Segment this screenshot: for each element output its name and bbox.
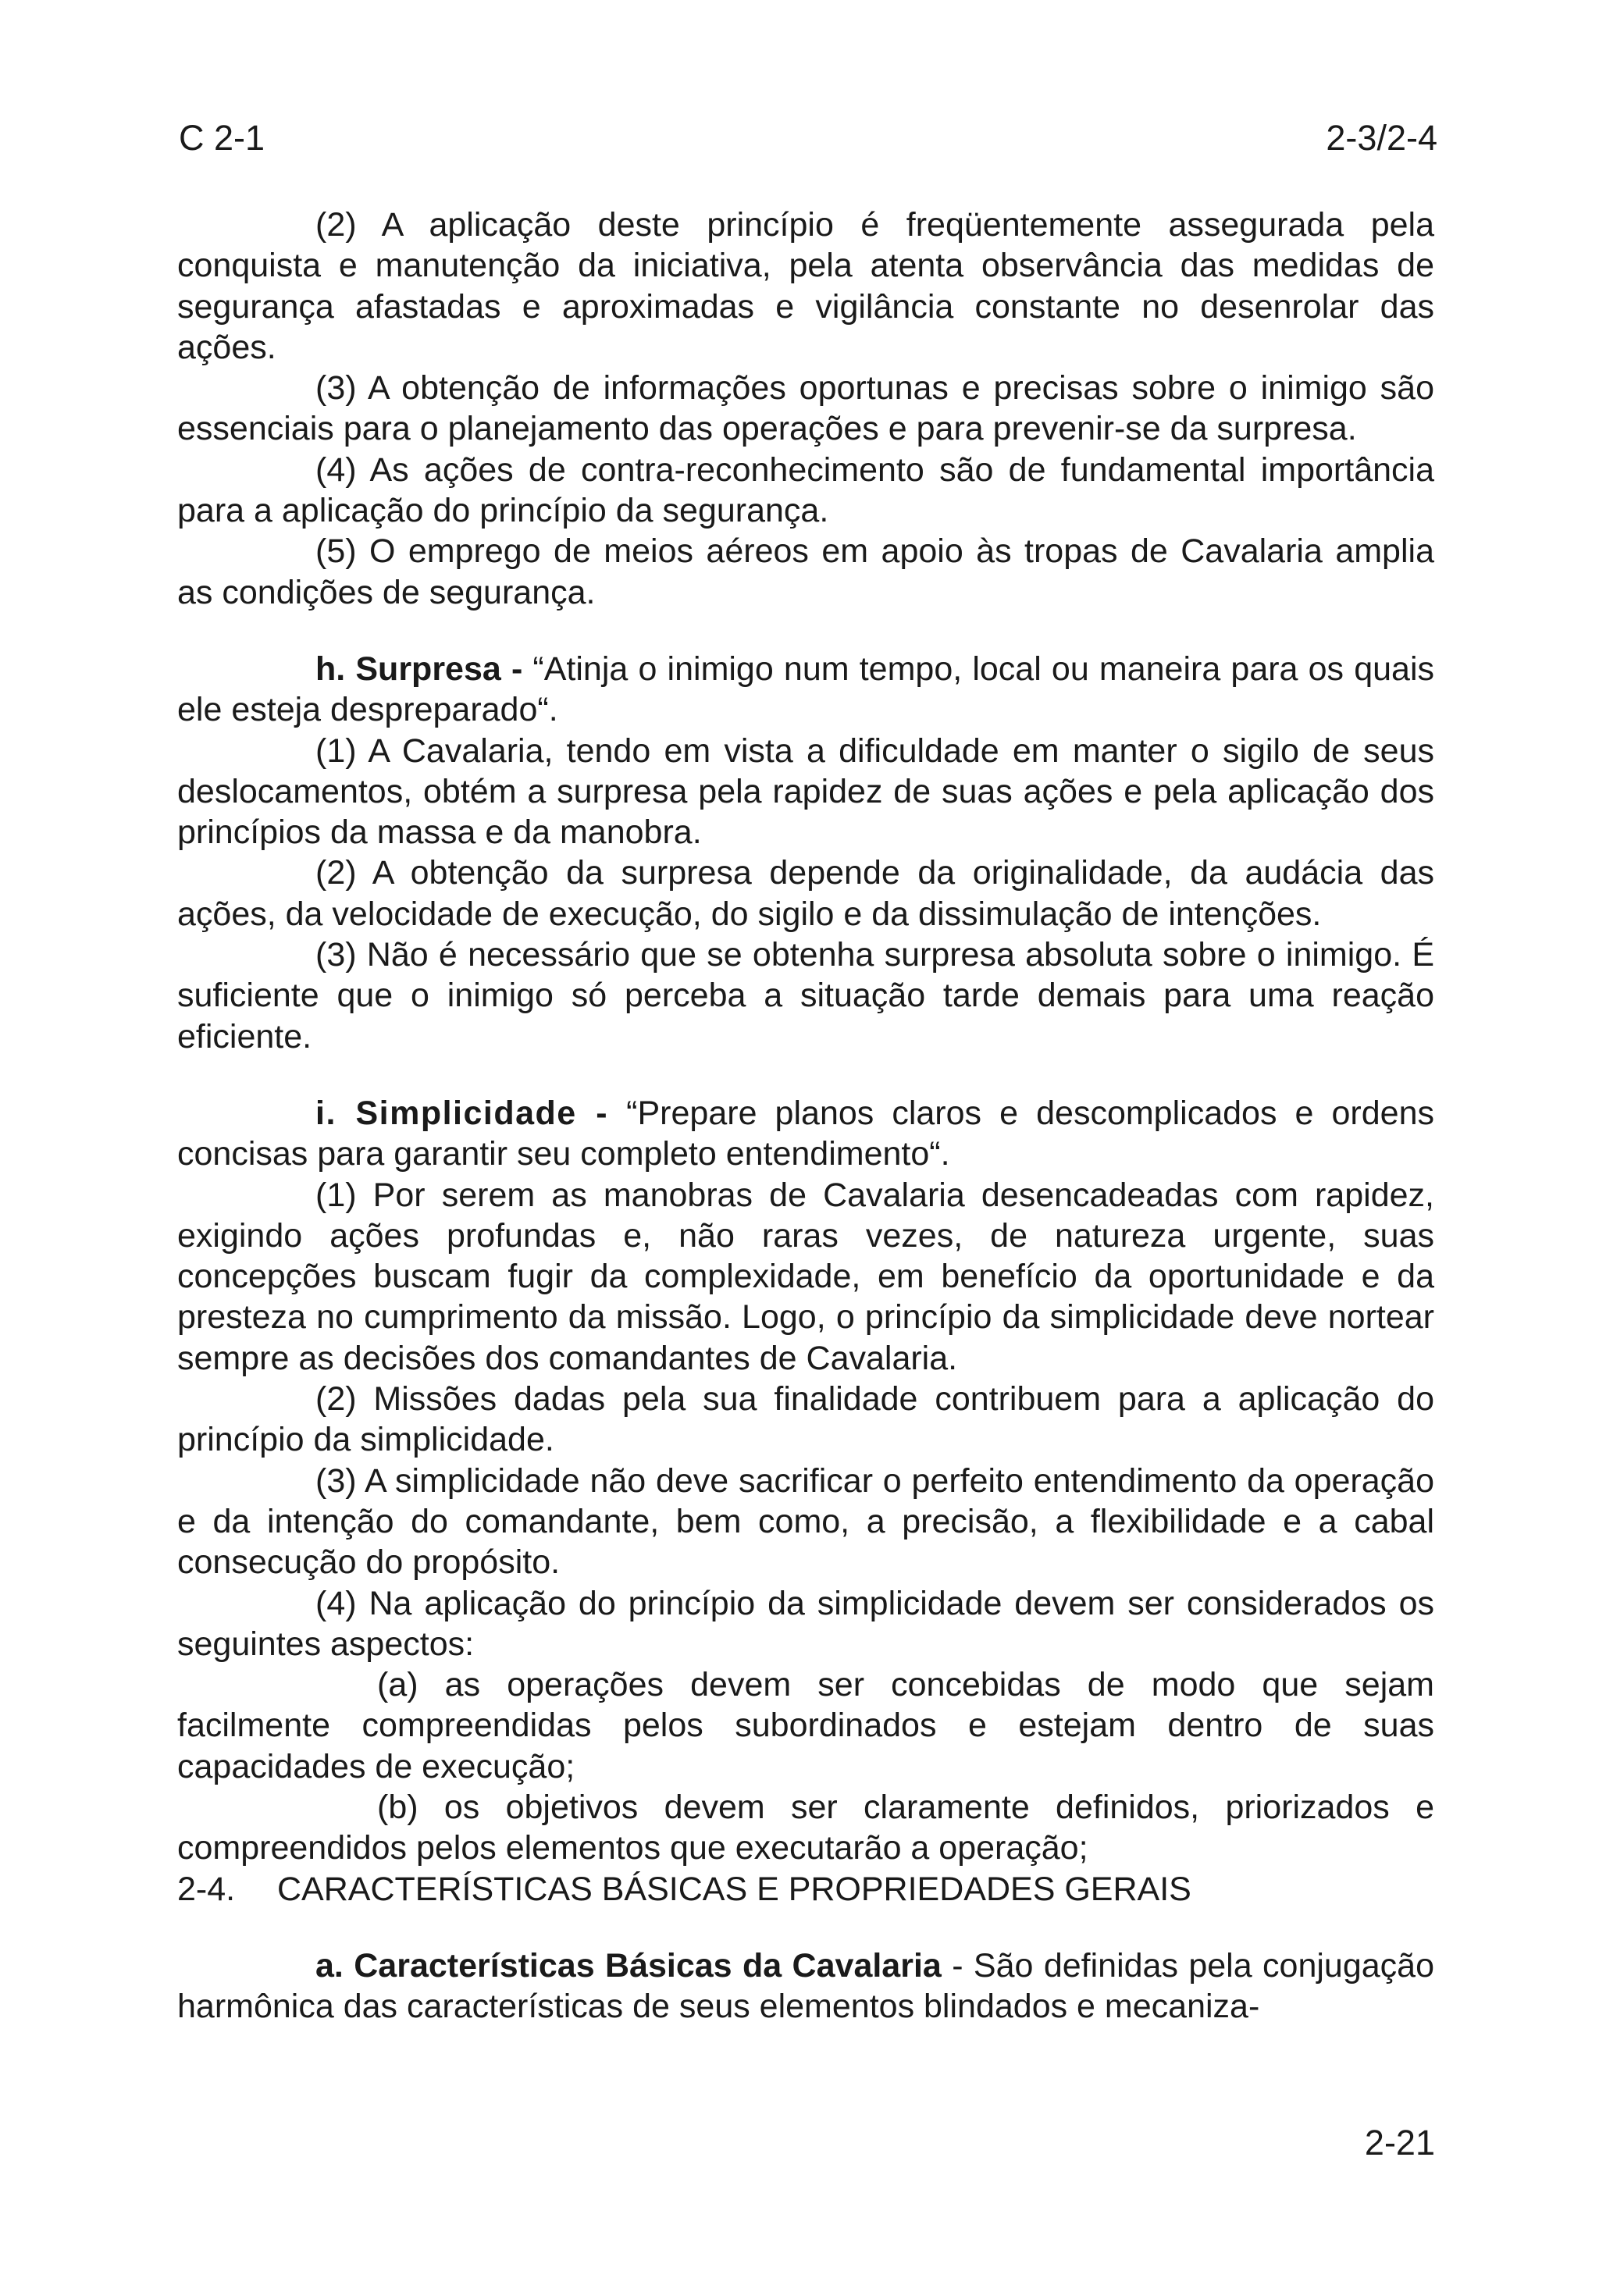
paragraph-i4: (4) Na aplicação do princípio da simplicidade devem ser considerados os seguintes aspectos: bbox=[177, 1584, 1434, 1663]
paragraph-g3: (3) A obtenção de informações oportunas e precisas sobre o inimigo são essenciais para o planejamento das operações e para prevenir-se da surpresa. bbox=[177, 369, 1434, 448]
paragraph-h-intro bbox=[177, 649, 1434, 731]
quote-h-surpresa: “Atinja o inimigo num tempo, local ou maneira para os quais ele esteja despreparado“. bbox=[177, 650, 1434, 729]
page-number: 2-21 bbox=[1364, 2123, 1435, 2163]
paragraph-i2: (2) Missões dadas pela sua finalidade contribuem para a aplicação do princípio da simplicidade. bbox=[177, 1380, 1434, 1459]
text-a-caracteristicas: - São definidas pela conjugação harmônica das características de seus elementos blindados e mecaniza- bbox=[177, 1946, 1434, 2026]
heading-h-surpresa: h. Surpresa - bbox=[315, 650, 523, 688]
header-section-range: 2-3/2-4 bbox=[1326, 118, 1437, 158]
paragraph-h3: (3) Não é necessário que se obtenha surpresa absoluta sobre o inimigo. É suficiente que o inimigo só perceba a situação tarde demais para uma reação eficiente. bbox=[177, 936, 1434, 1055]
heading-a-caracteristicas: a. Características Básicas da Cavalaria bbox=[315, 1946, 942, 1985]
paragraph-i4b: (b) os objetivos devem ser claramente definidos, priorizados e compreendidos pelos elementos que executarão a operação; bbox=[177, 1788, 1434, 1867]
paragraph-g2: (2) A aplicação deste princípio é freqüentemente assegurada pela conquista e manutenção da iniciativa, pela atenta observância das medidas de segurança afastadas e aproximadas e vigilância constante no desenrolar das ações. bbox=[177, 206, 1434, 366]
paragraph-g5: (5) O emprego de meios aéreos em apoio às tropas de Cavalaria amplia as condições de segurança. bbox=[177, 532, 1434, 611]
section-number: 2-4. bbox=[177, 1870, 236, 1908]
section-title-2-4 bbox=[177, 1869, 1434, 1910]
section-title-text: CARACTERÍSTICAS BÁSICAS E PROPRIEDADES GERAIS bbox=[277, 1870, 1191, 1908]
paragraph-g4: (4) As ações de contra-reconhecimento são de fundamental importância para a aplicação do princípio da segurança. bbox=[177, 450, 1434, 530]
paragraph-h2: (2) A obtenção da surpresa depende da originalidade, da audácia das ações, da velocidade de execução, do sigilo e da dissimulação de intenções. bbox=[177, 854, 1434, 933]
paragraph-h1: (1) A Cavalaria, tendo em vista a dificuldade em manter o sigilo de seus deslocamentos, obtém a surpresa pela rapidez de suas ações e pela aplicação dos princípios da massa e da manobra. bbox=[177, 732, 1434, 852]
header-manual-code: C 2-1 bbox=[179, 118, 265, 158]
document-body bbox=[177, 205, 1434, 2027]
quote-i-simplicidade: “Prepare planos claros e descomplicados e ordens concisas para garantir seu completo entendimento“. bbox=[177, 1094, 1434, 1173]
paragraph-a-intro bbox=[177, 1945, 1434, 2027]
paragraph-i1: (1) Por serem as manobras de Cavalaria desencadeadas com rapidez, exigindo ações profundas e, não raras vezes, de natureza urgente, suas concepções buscam fugir da complexidade, em benefício da oportunidade e da presteza no cumprimento da missão. Logo, o princípio da simplicidade deve nortear sempre as decisões dos comandantes de Cavalaria. bbox=[177, 1176, 1434, 1377]
paragraph-i4a: (a) as operações devem ser concebidas de modo que sejam facilmente compreendidas pelos subordinados e estejam dentro de suas capacidades de execução; bbox=[177, 1666, 1434, 1785]
paragraph-i-intro bbox=[177, 1093, 1434, 1175]
heading-i-simplicidade: i. Simplicidade - bbox=[315, 1094, 609, 1132]
paragraph-i3: (3) A simplicidade não deve sacrificar o perfeito entendimento da operação e da intenção do comandante, bem como, a precisão, a flexibilidade e a cabal consecução do propósito. bbox=[177, 1461, 1434, 1582]
